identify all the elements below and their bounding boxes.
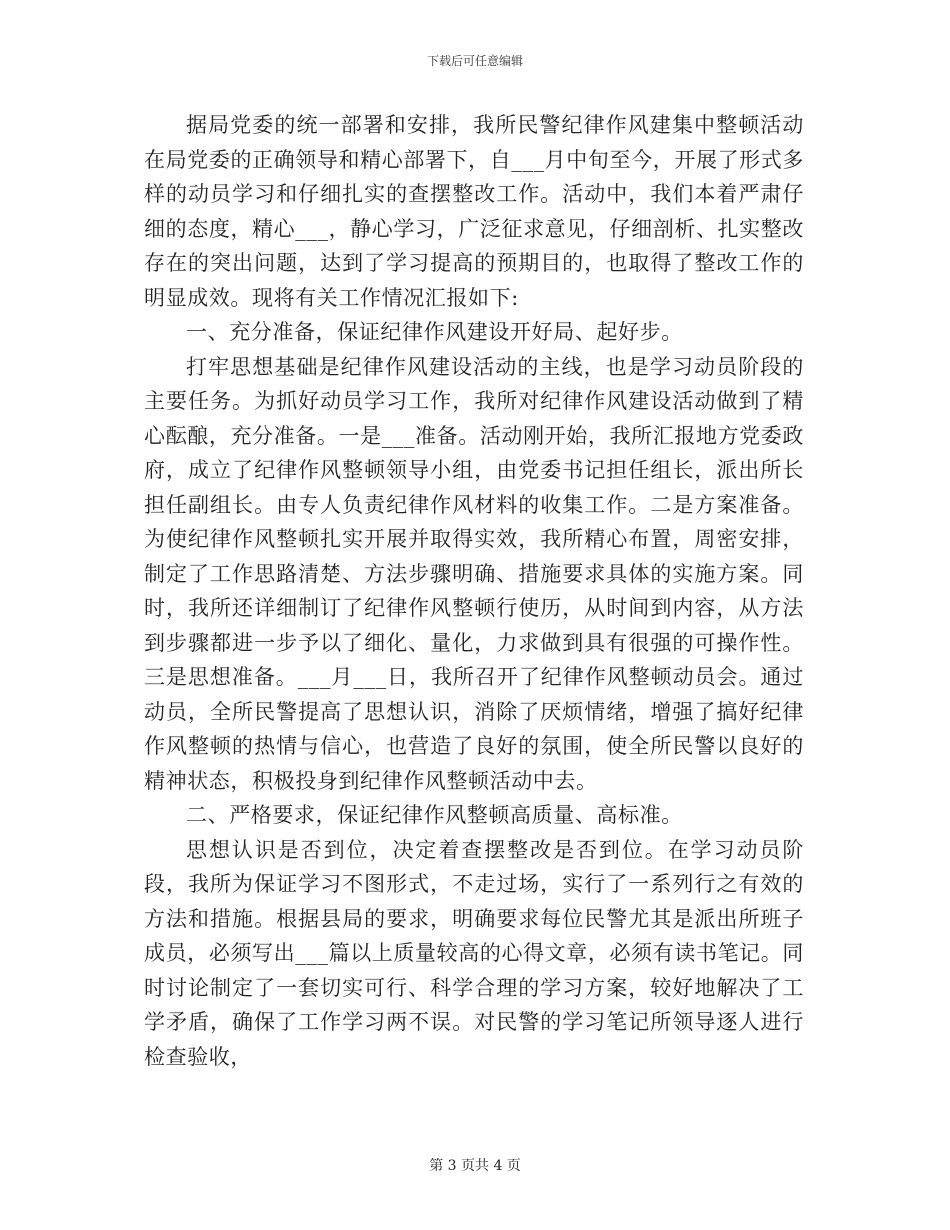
intro-paragraph: 据局党委的统一部署和安排，我所民警纪律作风建集中整顿活动在局党委的正确领导和精心部署下，自___月中旬至今，开展了形式多样的动员学习和仔细扎实的查摆整改工作。活动中，我们本着严肃仔细的态度，精心___，静心学习，广泛征求意见，仔细剖析、扎实整改存在的突出问题，达到了学习提高的预期目的，也取得了整改工作的明显成效。现将有关工作情况汇报如下:	[144, 113, 804, 310]
document-body	[144, 108, 804, 1074]
section-heading-2: 二、严格要求，保证纪律作风整顿高质量、高标准。	[186, 803, 683, 827]
page-header: 下载后可任意编辑	[426, 54, 523, 68]
section-2-paragraph: 思想认识是否到位，决定着查摆整改是否到位。在学习动员阶段，我所为保证学习不图形式，不走过场，实行了一系列行之有效的方法和措施。根据县局的要求，明确要求每位民警尤其是派出所班子成员，必须写出___篇以上质量较高的心得文章，必须有读书笔记。同时讨论制定了一套切实可行、科学合理的学习方案，较好地解决了工学矛盾，确保了工作学习两不误。对民警的学习笔记所领导逐人进行检查验收，	[144, 837, 804, 1069]
section-1-paragraph: 打牢思想基础是纪律作风建设活动的主线，也是学习动员阶段的主要任务。为抓好动员学习工作，我所对纪律作风建设活动做到了精心酝酿，充分准备。一是___准备。活动刚开始，我所汇报地方党委政府，成立了纪律作风整顿领导小组，由党委书记担任组长，派出所长担任副组长。由专人负责纪律作风材料的收集工作。二是方案准备。为使纪律作风整顿扎实开展并取得实效，我所精心布置，周密安排，制定了工作思路清楚、方法步骤明确、措施要求具体的实施方案。同时，我所还详细制订了纪律作风整顿行使历，从时间到内容，从方法到步骤都进一步予以了细化、量化，力求做到具有很强的可操作性。三是思想准备。___月___日，我所召开了纪律作风整顿动员会。通过动员，全所民警提高了思想认识，消除了厌烦情绪，增强了搞好纪律作风整顿的热情与信心，也营造了良好的氛围，使全所民警以良好的精神状态，积极投身到纪律作风整顿活动中去。	[144, 354, 804, 793]
page-number-footer: 第 3 页共 4 页	[429, 1158, 521, 1174]
section-heading-1: 一、充分准备，保证纪律作风建设开好局、起好步。	[186, 320, 683, 344]
